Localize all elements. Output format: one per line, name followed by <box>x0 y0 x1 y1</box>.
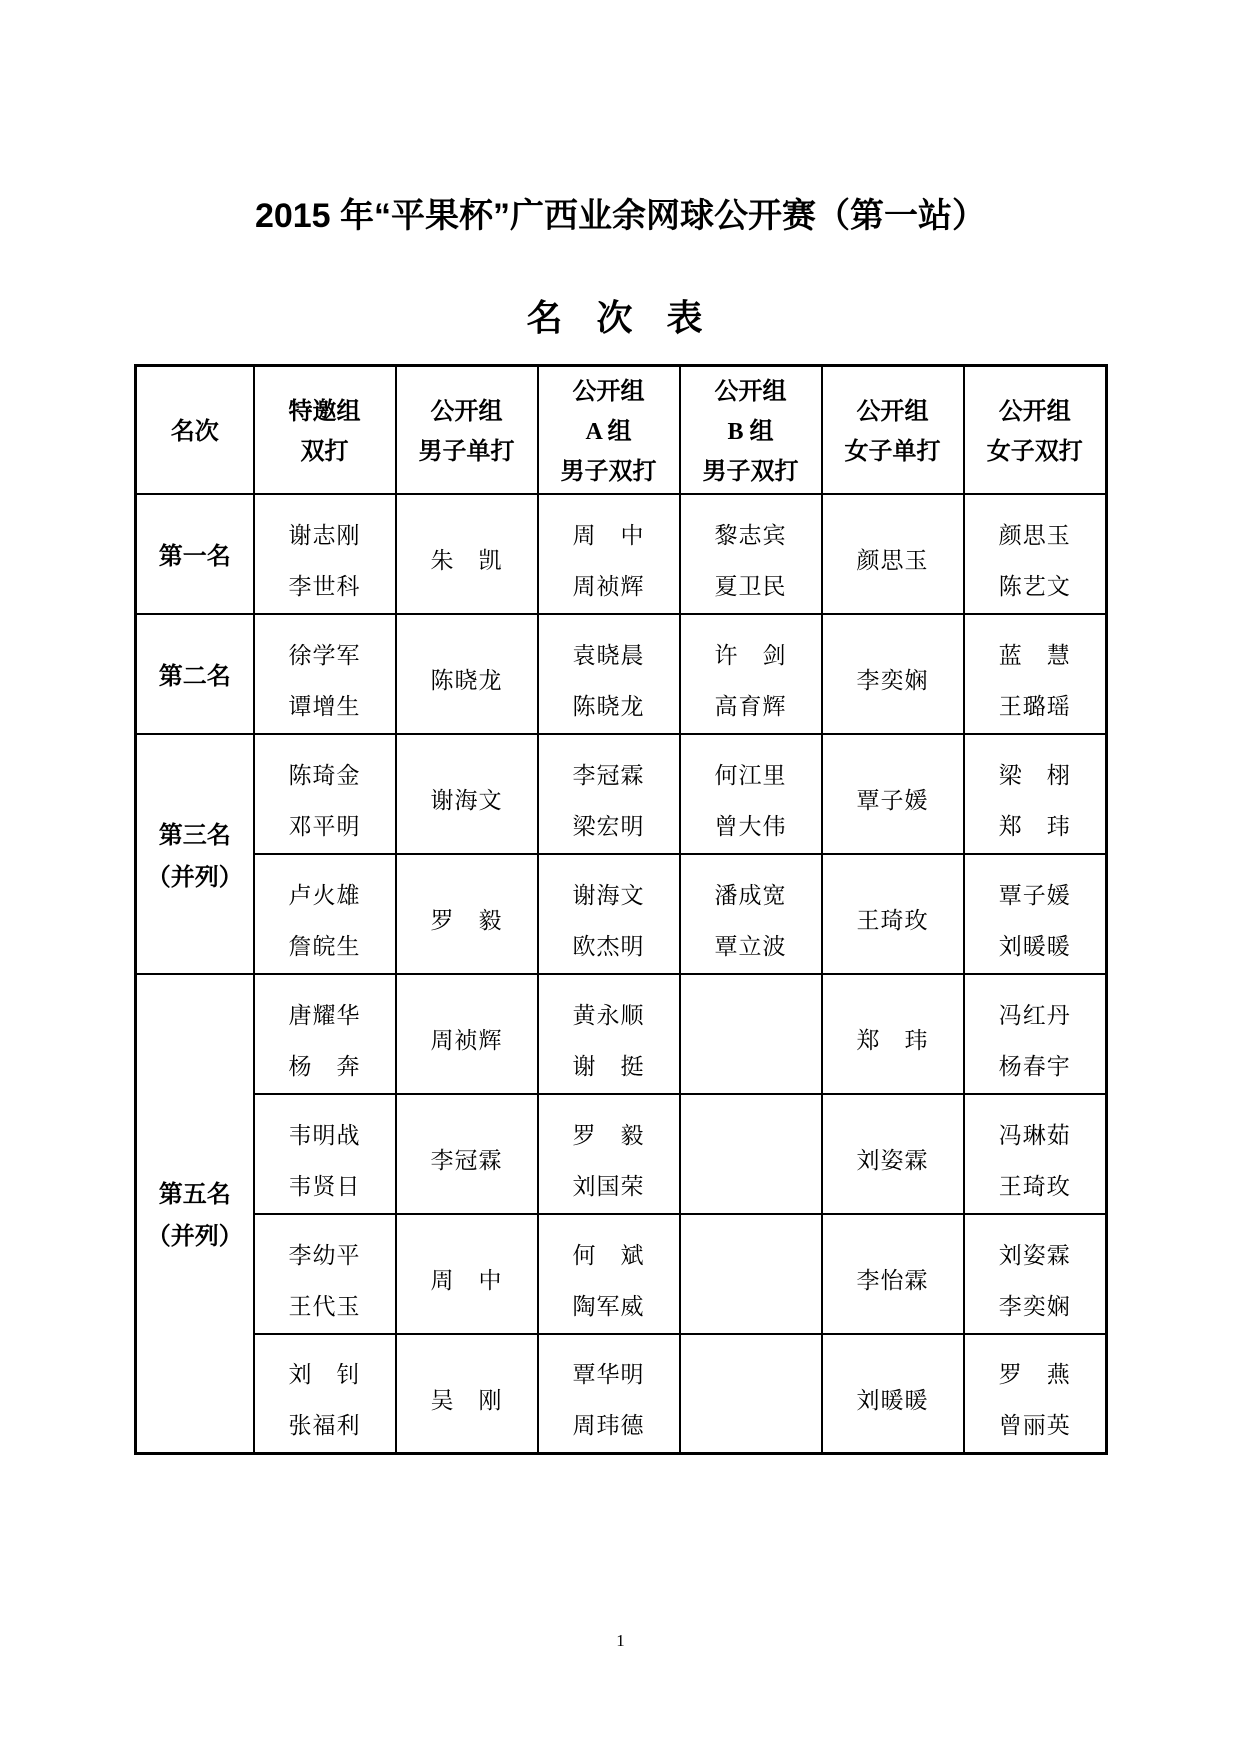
table-row <box>136 614 1107 734</box>
document-title: 2015 年“平果杯”广西业余网球公开赛（第一站） <box>254 197 987 235</box>
player-name: 梁宏明 <box>572 813 645 839</box>
player-name: 李奕娴 <box>856 668 929 693</box>
cell-open-women-singles <box>822 734 964 854</box>
header-open-b-men-doubles <box>680 366 822 494</box>
player-name: 谢海文 <box>572 882 645 908</box>
header-label-line: 男子单打 <box>418 438 515 465</box>
rank-label: 第五名 <box>158 1181 231 1209</box>
player-name: 李冠霖 <box>430 1148 503 1173</box>
cell-open-b-men-doubles <box>680 974 822 1094</box>
table-header-row <box>136 366 1107 494</box>
header-label-line: 公开组 <box>572 378 645 405</box>
player-name: 谭增生 <box>288 693 361 719</box>
player-name: 陈晓龙 <box>572 693 645 719</box>
table-row <box>136 734 1107 854</box>
player-name: 李幼平 <box>288 1242 361 1268</box>
cell-open-women-singles <box>822 1214 964 1334</box>
page-number: 1 <box>616 1631 625 1650</box>
player-name: 周祯辉 <box>430 1028 503 1053</box>
player-name: 曾丽英 <box>998 1413 1071 1439</box>
cell-invite-doubles <box>254 854 396 974</box>
header-label-line: B 组 <box>727 418 774 445</box>
player-name: 覃立波 <box>714 933 787 959</box>
cell-open-b-men-doubles <box>680 1334 822 1454</box>
rank-label: 第二名 <box>158 662 231 690</box>
table-row <box>136 1094 1107 1214</box>
player-name: 刘姿霖 <box>856 1148 929 1173</box>
player-name: 黄永顺 <box>572 1002 645 1028</box>
player-name: 谢海文 <box>430 788 503 813</box>
ranking-table <box>134 364 1108 1455</box>
cell-invite-doubles <box>254 1214 396 1334</box>
header-label-line: 公开组 <box>998 398 1071 425</box>
player-name: 卢火雄 <box>288 882 361 908</box>
rank-label: （并列） <box>146 1223 243 1251</box>
cell-open-men-singles <box>396 614 538 734</box>
cell-invite-doubles <box>254 494 396 614</box>
header-label-line: 公开组 <box>856 398 929 425</box>
player-name: 覃子媛 <box>856 788 929 813</box>
player-name: 周玮德 <box>572 1413 645 1439</box>
cell-open-women-doubles <box>964 1214 1107 1334</box>
cell-open-men-singles <box>396 494 538 614</box>
player-name: 黎志宾 <box>714 522 787 548</box>
header-label-line: 男子双打 <box>560 458 657 485</box>
player-name: 詹皖生 <box>288 933 361 959</box>
player-name: 王琦玫 <box>998 1173 1071 1199</box>
player-name: 杨春宇 <box>998 1053 1071 1079</box>
rank-label: （并列） <box>146 863 243 891</box>
player-name: 周祯辉 <box>572 573 645 599</box>
cell-open-women-singles <box>822 614 964 734</box>
header-label-line: 特邀组 <box>288 398 361 425</box>
player-name: 韦明战 <box>288 1122 361 1148</box>
header-label-line: 男子双打 <box>702 458 799 485</box>
player-name: 覃子媛 <box>998 882 1071 908</box>
player-name: 罗 毅 <box>430 908 503 933</box>
rank-cell-second <box>136 614 254 734</box>
cell-open-men-singles <box>396 974 538 1094</box>
table-row <box>136 1214 1107 1334</box>
cell-open-men-singles <box>396 1334 538 1454</box>
player-name: 吴 刚 <box>430 1387 503 1413</box>
player-name: 曾大伟 <box>714 813 787 839</box>
header-label-line: 公开组 <box>714 378 787 405</box>
player-name: 梁 栩 <box>998 762 1071 788</box>
cell-open-b-men-doubles <box>680 854 822 974</box>
player-name: 刘姿霖 <box>998 1242 1071 1268</box>
player-name: 李世科 <box>288 573 361 599</box>
player-name: 何 斌 <box>572 1242 645 1268</box>
cell-open-men-singles <box>396 854 538 974</box>
cell-open-men-singles <box>396 1214 538 1334</box>
player-name: 陈艺文 <box>998 573 1071 599</box>
player-name: 欧杰明 <box>572 933 645 959</box>
player-name: 邓平明 <box>288 813 361 839</box>
cell-open-women-doubles <box>964 1334 1107 1454</box>
cell-open-women-doubles <box>964 974 1107 1094</box>
player-name: 谢 挺 <box>572 1053 645 1079</box>
rank-cell-third-tied <box>136 734 254 974</box>
header-label-line: 女子双打 <box>986 438 1083 465</box>
cell-open-a-men-doubles <box>538 854 680 974</box>
player-name: 谢志刚 <box>288 522 361 548</box>
table-title: 名 次 表 <box>526 297 715 338</box>
player-name: 王璐瑶 <box>998 693 1071 719</box>
cell-open-a-men-doubles <box>538 494 680 614</box>
header-rank <box>136 366 254 494</box>
table-row <box>136 974 1107 1094</box>
player-name: 陈晓龙 <box>430 668 503 693</box>
cell-open-b-men-doubles <box>680 1094 822 1214</box>
cell-invite-doubles <box>254 734 396 854</box>
cell-open-women-singles <box>822 854 964 974</box>
player-name: 罗 燕 <box>998 1362 1071 1388</box>
cell-open-b-men-doubles <box>680 494 822 614</box>
cell-open-women-doubles <box>964 1094 1107 1214</box>
rank-label: 第一名 <box>158 542 231 570</box>
player-name: 唐耀华 <box>288 1002 361 1028</box>
table-row <box>136 494 1107 614</box>
player-name: 周 中 <box>430 1268 503 1293</box>
player-name: 颜思玉 <box>998 522 1071 548</box>
cell-open-a-men-doubles <box>538 974 680 1094</box>
player-name: 李奕娴 <box>998 1293 1071 1319</box>
player-name: 王代玉 <box>288 1293 361 1319</box>
cell-open-b-men-doubles <box>680 614 822 734</box>
cell-open-women-singles <box>822 494 964 614</box>
cell-open-women-singles <box>822 1334 964 1454</box>
cell-open-a-men-doubles <box>538 734 680 854</box>
player-name: 夏卫民 <box>714 573 787 599</box>
player-name: 徐学军 <box>288 642 361 668</box>
cell-invite-doubles <box>254 614 396 734</box>
rank-label: 第三名 <box>158 821 231 849</box>
cell-open-women-doubles <box>964 614 1107 734</box>
player-name: 冯琳茹 <box>998 1122 1071 1148</box>
cell-invite-doubles <box>254 1334 396 1454</box>
cell-open-women-singles <box>822 974 964 1094</box>
player-name: 刘国荣 <box>572 1173 645 1199</box>
player-name: 陈琦金 <box>288 762 361 788</box>
header-label-line: 公开组 <box>430 398 503 425</box>
player-name: 周 中 <box>572 522 645 548</box>
player-name: 朱 凯 <box>430 548 503 573</box>
player-name: 李怡霖 <box>856 1268 929 1293</box>
cell-open-women-doubles <box>964 734 1107 854</box>
player-name: 王琦玫 <box>856 908 929 933</box>
player-name: 罗 毅 <box>572 1122 645 1148</box>
cell-open-a-men-doubles <box>538 614 680 734</box>
header-open-men-singles <box>396 366 538 494</box>
player-name: 郑 玮 <box>856 1028 929 1053</box>
header-open-a-men-doubles <box>538 366 680 494</box>
cell-invite-doubles <box>254 974 396 1094</box>
cell-open-a-men-doubles <box>538 1094 680 1214</box>
cell-open-b-men-doubles <box>680 1214 822 1334</box>
player-name: 刘暖暖 <box>998 933 1071 959</box>
player-name: 郑 玮 <box>998 813 1071 839</box>
player-name: 颜思玉 <box>856 548 929 573</box>
header-label-line: 女子单打 <box>844 438 941 465</box>
cell-invite-doubles <box>254 1094 396 1214</box>
rank-cell-fifth-tied <box>136 974 254 1454</box>
rank-cell-first <box>136 494 254 614</box>
player-name: 李冠霖 <box>572 762 645 788</box>
cell-open-women-singles <box>822 1094 964 1214</box>
player-name: 高育辉 <box>714 693 787 719</box>
cell-open-a-men-doubles <box>538 1214 680 1334</box>
player-name: 韦贤日 <box>288 1173 361 1199</box>
player-name: 陶军威 <box>572 1293 645 1319</box>
player-name: 潘成宽 <box>714 882 787 908</box>
player-name: 冯红丹 <box>998 1002 1071 1028</box>
player-name: 覃华明 <box>572 1362 645 1388</box>
cell-open-a-men-doubles <box>538 1334 680 1454</box>
player-name: 何江里 <box>714 762 787 788</box>
player-name: 杨 奔 <box>288 1053 361 1079</box>
player-name: 蓝 慧 <box>998 642 1071 668</box>
player-name: 许 剑 <box>714 642 787 668</box>
header-label-line: 名次 <box>170 418 219 445</box>
cell-open-men-singles <box>396 1094 538 1214</box>
header-label-line: A 组 <box>585 418 632 445</box>
header-open-women-doubles <box>964 366 1107 494</box>
player-name: 张福利 <box>288 1413 361 1439</box>
player-name: 刘 钊 <box>288 1362 361 1388</box>
cell-open-women-doubles <box>964 854 1107 974</box>
player-name: 刘暖暖 <box>856 1387 929 1413</box>
cell-open-men-singles <box>396 734 538 854</box>
header-label-line: 双打 <box>300 438 349 465</box>
table-row <box>136 1334 1107 1454</box>
table-row <box>136 854 1107 974</box>
cell-open-women-doubles <box>964 494 1107 614</box>
player-name: 袁晓晨 <box>572 642 645 668</box>
cell-open-b-men-doubles <box>680 734 822 854</box>
header-invite-doubles <box>254 366 396 494</box>
header-open-women-singles <box>822 366 964 494</box>
